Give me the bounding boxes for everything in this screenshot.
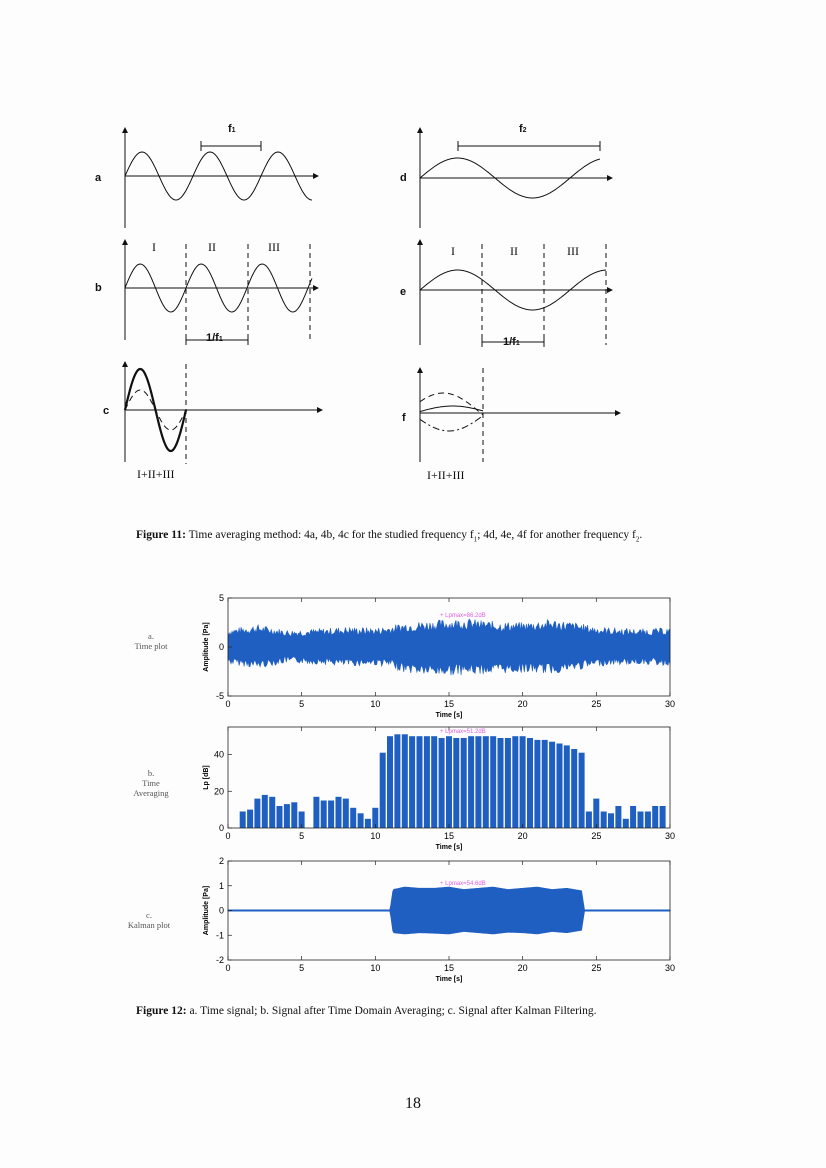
bar-47 [579,753,585,828]
bar-24 [409,736,415,828]
bar-42 [542,740,548,828]
bar-37 [505,738,511,828]
y-tick-label: 20 [213,786,224,797]
signal-area [228,887,670,934]
segment-III-left: III [268,240,280,254]
bar-43 [549,742,555,828]
x-axis-label: Time [s] [435,844,463,851]
bar-27 [431,736,437,828]
bar-50 [601,812,607,829]
x-tick-label: 0 [225,963,231,973]
bar-15 [343,799,349,828]
chart-b [203,727,675,851]
max-level-annotation: + Lpmax=54.6dB [440,881,486,887]
x-tick-label: 25 [591,963,602,973]
bar-18 [365,819,371,828]
x-tick-label: 15 [443,699,455,709]
bar-45 [564,745,570,828]
bar-12 [321,801,327,829]
bar-17 [358,813,364,828]
bar-23 [402,734,408,828]
panel-label-c: c [103,405,110,417]
f2-label: f2 [519,123,527,135]
bar-6 [277,806,283,828]
bar-39 [520,736,526,828]
bar-46 [571,749,577,828]
figure-12-caption: Figure 12: a. Time signal; b. Signal after Time Domain Averaging; c. Signal after Kalman Filtering. [136,1005,597,1017]
period-label-left: 1/f1 [206,332,223,344]
bar-26 [424,736,430,828]
bar-56 [645,812,651,829]
x-tick-label: 0 [225,699,231,709]
bar-8 [291,802,297,828]
x-tick-label: 25 [591,831,602,841]
chart-a [203,593,675,719]
x-tick-label: 15 [443,963,455,973]
bar-44 [557,744,563,829]
bar-54 [630,806,636,828]
x-tick-label: 15 [443,831,455,841]
y-tick-label: -1 [215,930,224,941]
bar-33 [475,736,481,828]
max-level-annotation: + Lpmax=86.2dB [440,613,486,619]
y-axis-label: Amplitude [Pa] [203,622,210,672]
bar-22 [394,734,400,828]
side-label-b: b. Time Averaging [133,768,169,798]
y-tick-label: 0 [218,823,224,833]
bar-38 [512,736,518,828]
bar-28 [439,738,445,828]
bar-41 [534,740,540,828]
x-tick-label: 5 [299,699,305,709]
y-tick-label: 1 [218,880,224,891]
bar-16 [350,808,356,828]
bar-14 [336,797,342,828]
bar-11 [313,797,319,828]
segment-II-left: II [208,240,216,254]
bar-20 [380,753,386,828]
x-tick-label: 20 [517,831,528,841]
segment-II-right: II [510,244,518,258]
x-tick-label: 30 [664,963,676,973]
f1-label: f1 [228,123,236,135]
x-tick-label: 20 [517,699,528,709]
x-tick-label: 10 [370,831,381,841]
panel-label-d: d [400,172,407,184]
bar-49 [593,799,599,828]
y-axis-label: Amplitude [Pa] [203,885,210,936]
y-tick-label: 0 [218,905,224,916]
bar-36 [498,738,504,828]
side-label-c: c. Kalman plot [127,910,171,930]
bar-35 [490,736,496,828]
figure-11-caption: Figure 11: Time averaging method: 4a, 4b, 4c for the studied frequency $f_1$; 4d, 4e, 4f for another frequency $f_2$. [136,529,643,544]
x-tick-label: 30 [664,831,676,841]
bar-58 [660,806,666,828]
side-label-a: a. Time plot [134,631,168,651]
y-axis-label: Lp [dB] [203,765,210,790]
x-tick-label: 30 [664,699,676,709]
signal-area [228,619,670,675]
x-tick-label: 0 [225,831,231,841]
panel-label-e: e [400,286,407,298]
x-tick-label: 25 [591,699,602,709]
bar-48 [586,812,592,829]
panel-label-f: f [402,412,406,424]
x-tick-label: 5 [299,831,305,841]
bar-51 [608,813,614,828]
period-label-right: 1/f1 [503,336,520,348]
x-tick-label: 5 [299,963,305,973]
y-tick-label: 5 [218,593,224,603]
bar-31 [461,738,467,828]
bar-13 [328,801,334,829]
y-tick-label: -2 [215,955,224,965]
x-tick-label: 20 [517,963,528,973]
bar-1 [240,812,246,829]
bar-25 [417,736,423,828]
segment-I-left: I [152,240,156,254]
page-number: 18 [405,1095,421,1112]
y-tick-label: -5 [215,691,224,701]
bar-32 [468,736,474,828]
bar-53 [623,819,629,828]
y-tick-label: 40 [213,749,224,760]
y-tick-label: 0 [218,642,224,652]
panel-label-b: b [95,282,102,294]
chart-c [203,856,675,983]
segment-III-right: III [567,244,579,258]
bar-40 [527,738,533,828]
y-tick-label: 2 [218,856,224,866]
x-tick-label: 10 [370,963,381,973]
bar-4 [262,795,268,828]
bar-5 [269,797,275,828]
bar-29 [446,736,452,828]
bar-2 [247,810,253,828]
segment-I-right: I [451,244,455,258]
x-tick-label: 10 [370,699,381,709]
bar-57 [652,806,658,828]
bar-30 [453,738,459,828]
bar-21 [387,736,393,828]
bar-55 [638,812,644,829]
bar-34 [483,736,489,828]
max-level-annotation: + Lpmax=51.2dB [440,729,486,735]
x-axis-label: Time [s] [435,712,463,719]
panel-label-a: a [95,172,102,184]
sum-label-right: I+II+III [427,468,465,482]
bar-3 [254,799,260,828]
sum-label-left: I+II+III [137,467,175,481]
bar-52 [615,806,621,828]
bar-7 [284,804,290,828]
x-axis-label: Time [s] [435,976,463,983]
